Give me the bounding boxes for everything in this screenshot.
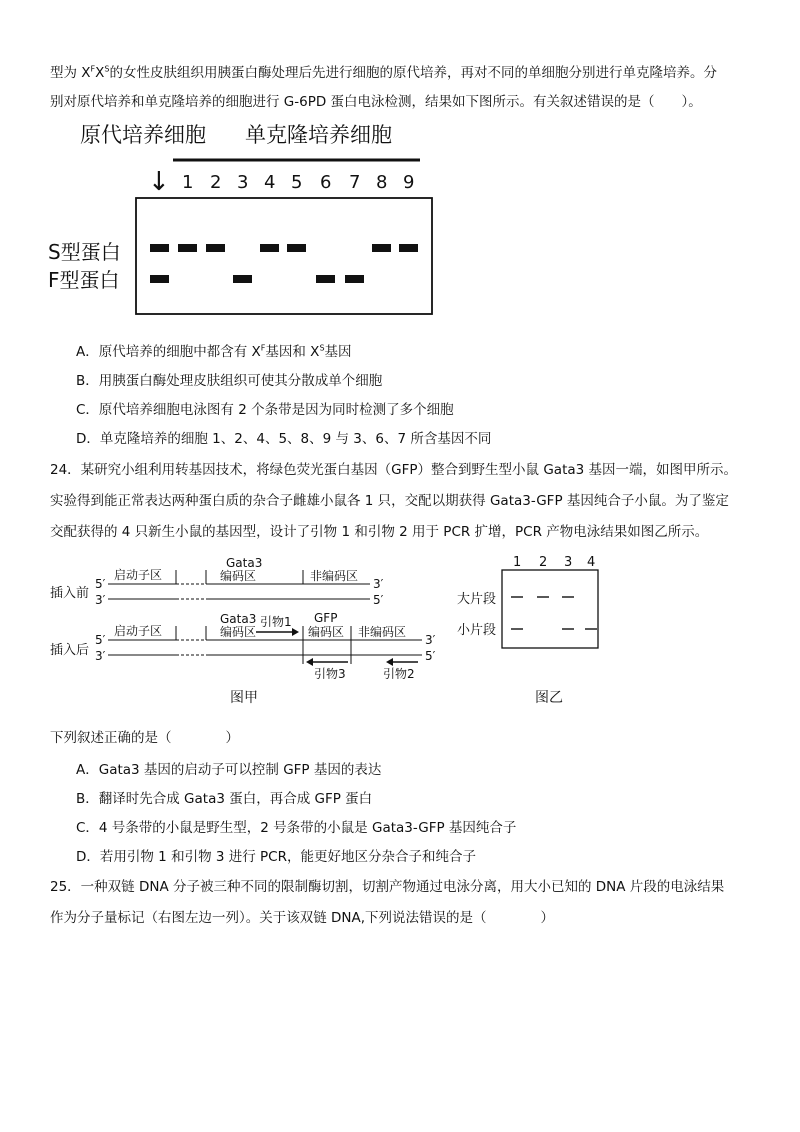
lane-label: 2 — [210, 172, 222, 193]
band-f — [345, 275, 364, 283]
q24-option-d[interactable]: D．若用引物 1 和引物 3 进行 PCR，能更好地区分杂合子和纯合子 — [76, 849, 476, 865]
yi-lane-label: 2 — [539, 555, 548, 570]
yi-lane-label: 4 — [587, 555, 596, 570]
band-s — [150, 244, 169, 252]
before-gata3: Gata3 — [226, 556, 263, 570]
band-s — [178, 244, 197, 252]
before-coding: 编码区 — [220, 569, 257, 583]
after-coding: 编码区 — [220, 625, 257, 639]
band-f — [150, 275, 169, 283]
before-3prime-top: 3′ — [373, 577, 384, 591]
q23-intro-line1: 型为 $X^FX^S$的女性皮肤组织用胰蛋白酶处理后先进行细胞的原代培养，再对不同的单细胞分别进行单克隆培养。分 — [50, 64, 717, 81]
yi-gel-box — [502, 570, 598, 648]
lane-label: 1 — [182, 172, 194, 193]
after-3prime-top: 3′ — [425, 633, 436, 647]
after-gata3: Gata3 — [220, 612, 257, 626]
q23-option-a[interactable]: A．原代培养的细胞中都含有 $X^F$基因和 $X^S$基因 — [76, 343, 352, 360]
after-gfp-coding: 编码区 — [308, 625, 345, 639]
before-noncoding: 非编码区 — [310, 569, 359, 583]
lane-label: 5 — [291, 172, 303, 193]
lane-label: 4 — [264, 172, 276, 193]
after-3prime-bottom: 3′ — [95, 649, 106, 663]
after-label: 插入后 — [50, 643, 90, 658]
yi-small-label: 小片段 — [457, 623, 497, 638]
after-promoter: 启动子区 — [114, 624, 163, 638]
row-label-f: F型蛋白 — [48, 268, 120, 292]
figure-jia — [48, 552, 448, 712]
lane-labels — [182, 172, 414, 193]
band-f — [233, 275, 252, 283]
band-f — [316, 275, 335, 283]
title-clone: 单克隆培养细胞 — [245, 123, 392, 147]
before-promoter: 启动子区 — [114, 568, 163, 582]
figure-yi — [455, 552, 615, 712]
q24-option-c[interactable]: C．4 号条带的小鼠是野生型，2 号条带的小鼠是 Gata3-GFP 基因纯合子 — [76, 820, 517, 836]
q24-option-a[interactable]: A．Gata3 基因的启动子可以控制 GFP 基因的表达 — [76, 762, 382, 778]
gel-figure — [40, 118, 460, 328]
before-5prime-bottom: 5′ — [373, 593, 384, 607]
title-primary: 原代培养细胞 — [80, 123, 206, 147]
q23-option-d[interactable]: D．单克隆培养的细胞 1、2、4、5、8、9 与 3、6、7 所含基因不同 — [76, 431, 492, 447]
q24-option-b[interactable]: B．翻译时先合成 Gata3 蛋白，再合成 GFP 蛋白 — [76, 791, 373, 807]
primer3-label: 引物3 — [314, 667, 346, 681]
after-5prime-bottom: 5′ — [425, 649, 436, 663]
after-noncoding: 非编码区 — [358, 625, 407, 639]
after-gfp: GFP — [314, 611, 338, 625]
band-s — [287, 244, 306, 252]
gel-bands — [150, 244, 418, 283]
yi-lane-label: 1 — [513, 555, 522, 570]
before-label: 插入前 — [50, 586, 90, 601]
yi-lane-labels — [513, 555, 595, 570]
arrow-down-icon: ↓ — [148, 167, 170, 197]
yi-bands — [511, 597, 597, 629]
q24-stem: 下列叙述正确的是（ ） — [50, 730, 239, 746]
primer2-label: 引物2 — [383, 667, 415, 681]
q23-option-b[interactable]: B．用胰蛋白酶处理皮肤组织可使其分散成单个细胞 — [76, 373, 383, 389]
lane-label: 8 — [376, 172, 388, 193]
yi-big-label: 大片段 — [457, 592, 497, 607]
lane-label: 9 — [403, 172, 415, 193]
row-label-s: S型蛋白 — [48, 240, 121, 264]
lane-label: 6 — [320, 172, 332, 193]
band-s — [399, 244, 418, 252]
before-3prime-bottom: 3′ — [95, 593, 106, 607]
band-s — [260, 244, 279, 252]
q24-line2: 实验得到能正常表达两种蛋白质的杂合子雌雄小鼠各 1 只，交配以期获得 Gata3-GFP 基因纯合子小鼠。为了鉴定 — [50, 493, 729, 509]
yi-lane-label: 3 — [564, 555, 573, 570]
lane-label: 3 — [237, 172, 249, 193]
after-5prime-top: 5′ — [95, 633, 106, 647]
q25-line1: 25．一种双链 DNA 分子被三种不同的限制酶切割，切割产物通过电泳分离，用大小已知的 DNA 片段的电泳结果 — [50, 879, 725, 895]
before-5prime-top: 5′ — [95, 577, 106, 591]
lane-label: 7 — [349, 172, 361, 193]
band-s — [206, 244, 225, 252]
primer1-label: 引物1 — [260, 615, 292, 629]
caption-yi: 图乙 — [535, 690, 563, 706]
gel-box — [136, 198, 432, 314]
q23-option-c[interactable]: C．原代培养细胞电泳图有 2 个条带是因为同时检测了多个细胞 — [76, 402, 454, 418]
q24-line3: 交配获得的 4 只新生小鼠的基因型，设计了引物 1 和引物 2 用于 PCR 扩增，PCR 产物电泳结果如图乙所示。 — [50, 524, 709, 540]
q24-line1: 24．某研究小组利用转基因技术，将绿色荧光蛋白基因（GFP）整合到野生型小鼠 Gata3 基因一端，如图甲所示。 — [50, 462, 738, 478]
q23-intro-line2: 别对原代培养和单克隆培养的细胞进行 G-6PD 蛋白电泳检测，结果如下图所示。有关叙述错误的是（ ）。 — [50, 94, 702, 110]
caption-jia: 图甲 — [230, 690, 258, 706]
band-s — [372, 244, 391, 252]
q25-line2: 作为分子量标记（右图左边一列）。关于该双链 DNA,下列说法错误的是（ ） — [50, 910, 555, 926]
